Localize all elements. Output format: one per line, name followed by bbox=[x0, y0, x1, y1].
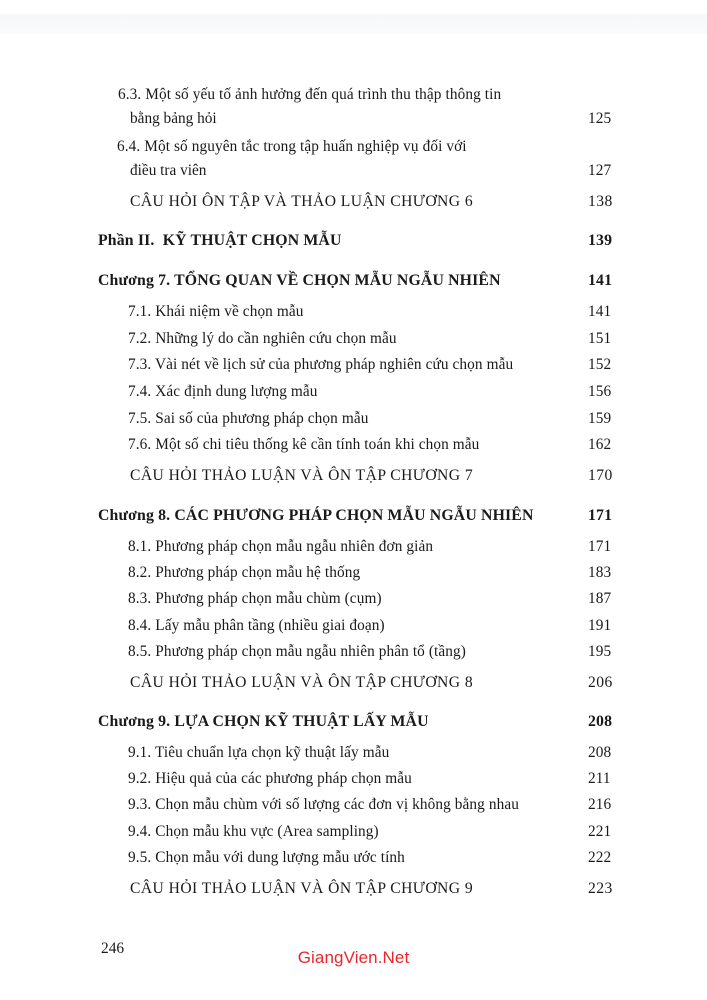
toc-entry-label: 8.5. Phương pháp chọn mẫu ngẫu nhiên phân tổ (tầng) bbox=[128, 643, 466, 660]
toc-entry-page-number: 162 bbox=[588, 436, 612, 453]
toc-entry-label: 7.3. Vài nét về lịch sử của phương pháp nghiên cứu chọn mẫu bbox=[128, 356, 514, 373]
toc-entry-label-continuation: điều tra viên bbox=[130, 162, 207, 179]
toc-entry-page-number: 170 bbox=[588, 467, 613, 484]
toc-entry-label: 6.3. Một số yếu tố ảnh hưởng đến quá trình thu thập thông tin bbox=[118, 86, 502, 103]
toc-entry-page-number: 152 bbox=[588, 356, 612, 373]
toc-entry-label: 9.2. Hiệu quả của các phương pháp chọn mẫu bbox=[128, 770, 412, 787]
toc-entry-label: Chương 7. TỔNG QUAN VỀ CHỌN MẪU NGẪU NHIÊN bbox=[98, 272, 501, 289]
toc-entry-label: 8.3. Phương pháp chọn mẫu chùm (cụm) bbox=[128, 590, 382, 607]
toc-entry-page-number: 187 bbox=[588, 590, 612, 607]
toc-entry-page-number: 211 bbox=[588, 770, 611, 787]
toc-entry-label: 7.4. Xác định dung lượng mẫu bbox=[128, 383, 318, 400]
toc-entry-page-number: 222 bbox=[588, 849, 612, 866]
toc-entry-label: 9.4. Chọn mẫu khu vực (Area sampling) bbox=[128, 823, 379, 840]
toc-entry-label: Chương 9. LỰA CHỌN KỸ THUẬT LẤY MẪU bbox=[98, 713, 429, 730]
toc-entry-label: CÂU HỎI THẢO LUẬN VÀ ÔN TẬP CHƯƠNG 7 bbox=[130, 467, 474, 484]
toc-entry-page-number: 191 bbox=[588, 617, 612, 634]
toc-entry-page-number: 138 bbox=[588, 193, 613, 210]
toc-entry-label: Chương 8. CÁC PHƯƠNG PHÁP CHỌN MẪU NGẪU NHIÊN bbox=[98, 507, 534, 524]
toc-entry-page-number: 139 bbox=[588, 232, 613, 249]
toc-entry-label: Phần II. KỸ THUẬT CHỌN MẪU bbox=[98, 232, 342, 249]
toc-entry-page-number: 216 bbox=[588, 796, 612, 813]
toc-entry-page-number: 195 bbox=[588, 643, 612, 660]
toc-entry-page-number: 171 bbox=[588, 538, 612, 555]
toc-entry-page-number: 208 bbox=[588, 713, 613, 730]
toc-entry-label-continuation: bằng bảng hỏi bbox=[130, 110, 217, 127]
toc-entry-label: 7.5. Sai số của phương pháp chọn mẫu bbox=[128, 410, 369, 427]
toc-entry-label: CÂU HỎI ÔN TẬP VÀ THẢO LUẬN CHƯƠNG 6 bbox=[130, 193, 474, 210]
toc-entry-page-number: 156 bbox=[588, 383, 612, 400]
toc-entry-page-number: 125 bbox=[588, 110, 612, 127]
toc-entry-page-number: 159 bbox=[588, 410, 612, 427]
toc-entry-label: 6.4. Một số nguyên tắc trong tập huấn nghiệp vụ đối với bbox=[117, 138, 467, 155]
toc-entry-label: 7.6. Một số chi tiêu thống kê cần tính toán khi chọn mẫu bbox=[128, 436, 480, 453]
toc-entry-page-number: 206 bbox=[588, 674, 613, 691]
toc-entry-page-number: 141 bbox=[588, 272, 613, 289]
toc-entry-label: 8.1. Phương pháp chọn mẫu ngẫu nhiên đơn giản bbox=[128, 538, 434, 555]
watermark-text: GiangVien.Net bbox=[297, 948, 410, 967]
toc-entry-page-number: 151 bbox=[588, 330, 612, 347]
toc-entry-page-number: 183 bbox=[588, 564, 612, 581]
toc-entry-label: 7.1. Khái niệm về chọn mẫu bbox=[128, 303, 304, 320]
toc-entry-label: 9.3. Chọn mẫu chùm với số lượng các đơn vị không bằng nhau bbox=[128, 796, 519, 813]
toc-entry-label: 8.4. Lấy mẫu phân tầng (nhiều giai đoạn) bbox=[128, 617, 385, 634]
toc-entry-label: 9.1. Tiêu chuẩn lựa chọn kỹ thuật lấy mẫu bbox=[128, 744, 390, 761]
toc-entry-label: 9.5. Chọn mẫu với dung lượng mẫu ước tính bbox=[128, 849, 405, 866]
toc-entry-page-number: 221 bbox=[588, 823, 612, 840]
toc-entry-label: CÂU HỎI THẢO LUẬN VÀ ÔN TẬP CHƯƠNG 9 bbox=[130, 880, 474, 897]
toc-entry-label: 8.2. Phương pháp chọn mẫu hệ thống bbox=[128, 564, 361, 581]
toc-entry-page-number: 141 bbox=[588, 303, 612, 320]
toc-entry-page-number: 223 bbox=[588, 880, 613, 897]
toc-entry-page-number: 171 bbox=[588, 507, 613, 524]
toc-entry-label: CÂU HỎI THẢO LUẬN VÀ ÔN TẬP CHƯƠNG 8 bbox=[130, 674, 474, 691]
footer-page-number: 246 bbox=[101, 940, 125, 957]
toc-entry-label: 7.2. Những lý do cần nghiên cứu chọn mẫu bbox=[128, 330, 397, 347]
toc-entry-page-number: 208 bbox=[588, 744, 612, 761]
watermark bbox=[0, 948, 707, 968]
toc-entry-page-number: 127 bbox=[588, 162, 612, 179]
